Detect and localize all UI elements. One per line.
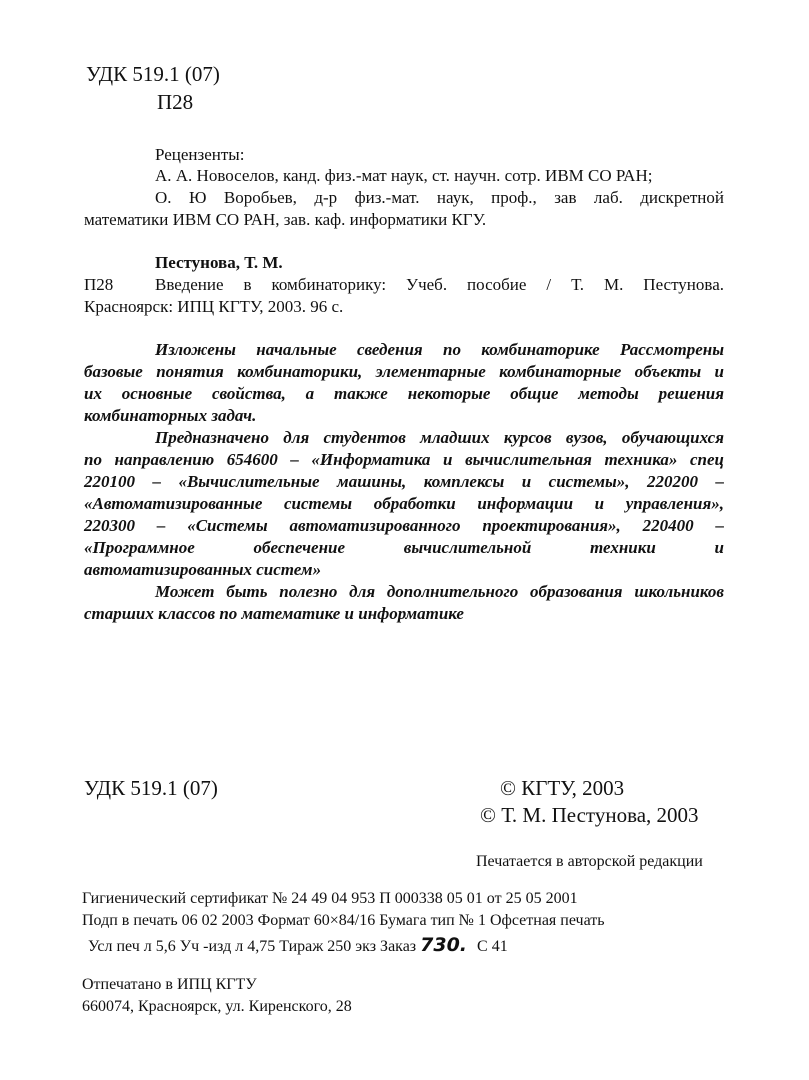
- abstract-p1-line3: их основные свойства, а также некоторые общие методы решения: [84, 384, 724, 403]
- reviewer-2-line2: математики ИВМ СО РАН, зав. каф. информатики КГУ.: [84, 210, 487, 229]
- abstract-p1-line2: базовые понятия комбинаторики, элементарные комбинаторные объекты и: [84, 362, 724, 381]
- udk-footer: УДК 519.1 (07): [84, 776, 218, 800]
- imprint-volume-line: [88, 934, 508, 956]
- printed-address: 660074, Красноярск, ул. Киренского, 28: [82, 998, 352, 1015]
- code-header: П28: [157, 90, 194, 114]
- copyright-author: © Т. М. Пестунова, 2003: [480, 803, 699, 827]
- bib-author: Пестунова, Т. М.: [155, 253, 283, 272]
- abstract-p2-line1: Предназначено для студентов младших курсов вузов, обучающихся: [155, 428, 724, 447]
- imprint-code: С 41: [477, 938, 508, 955]
- abstract-p3-line2: старших классов по математике и информатике: [84, 604, 464, 623]
- bib-title-line: Введение в комбинаторику: Учеб. пособие / Т. М. Пестунова.: [155, 275, 724, 294]
- abstract-p1-line4: комбинаторных задач.: [84, 406, 257, 425]
- imprint-certificate: Гигиенический сертификат № 24 49 04 953 П 000338 05 01 от 25 05 2001: [82, 890, 578, 907]
- abstract-p3-line1: Может быть полезно для дополнительного образования школьников: [155, 582, 724, 601]
- udk-header: УДК 519.1 (07): [86, 62, 220, 86]
- abstract-p2-line7: автоматизированных систем»: [84, 560, 322, 579]
- bib-code: П28: [84, 275, 114, 294]
- abstract-p2-line3: 220100 – «Вычислительные машины, комплексы и системы», 220200 –: [84, 472, 724, 491]
- abstract-p2-line4: «Автоматизированные системы обработки информации и управления»,: [84, 494, 724, 513]
- edition-note: Печатается в авторской редакции: [476, 853, 703, 870]
- abstract-p1-line1: Изложены начальные сведения по комбинаторике Рассмотрены: [155, 340, 724, 359]
- imprint-volume-text: Усл печ л 5,6 Уч -изд л 4,75 Тираж 250 экз Заказ: [88, 938, 417, 955]
- reviewer-2-line1: О. Ю Воробьев, д-р физ.-мат. наук, проф., зав лаб. дискретной: [155, 188, 724, 207]
- imprint-print-details: Подп в печать 06 02 2003 Формат 60×84/16 Бумага тип № 1 Офсетная печать: [82, 912, 605, 929]
- abstract-p2-line6: «Программное обеспечение вычислительной техники и: [84, 538, 724, 557]
- abstract-p2-line2: по направлению 654600 – «Информатика и вычислительная техника» спец: [84, 450, 724, 469]
- reviewers-title: Рецензенты:: [155, 145, 245, 164]
- abstract-p2-line5: 220300 – «Системы автоматизированного проектирования», 220400 –: [84, 516, 724, 535]
- order-number-handwritten: 730.: [420, 934, 468, 956]
- copyright-kgtu: © КГТУ, 2003: [500, 776, 625, 800]
- printed-at: Отпечатано в ИПЦ КГТУ: [82, 976, 257, 993]
- reviewer-1: А. А. Новоселов, канд. физ.-мат наук, ст. научн. сотр. ИВМ СО РАН;: [155, 166, 653, 185]
- bib-publisher-line: Красноярск: ИПЦ КГТУ, 2003. 96 с.: [84, 297, 344, 316]
